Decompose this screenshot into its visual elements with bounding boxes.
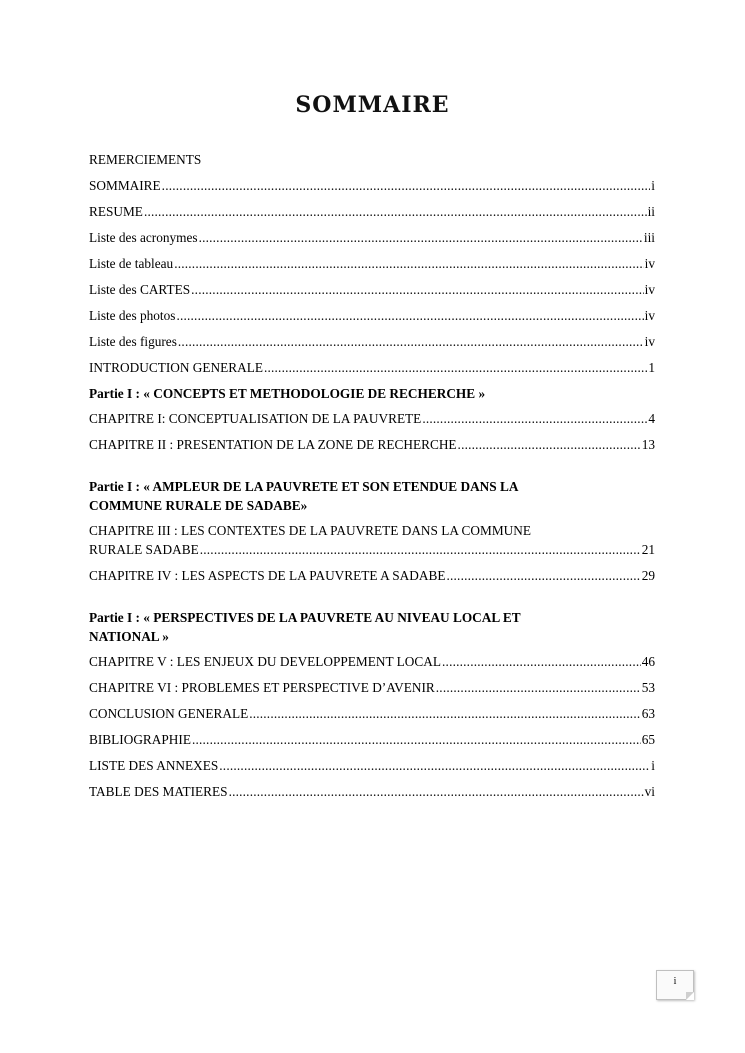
toc-entry-label: Liste des photos <box>89 308 176 323</box>
toc-entry[interactable] <box>89 652 655 672</box>
dot-leader <box>229 782 644 801</box>
page-number-box <box>656 970 694 1000</box>
toc-entry-label: LISTE DES ANNEXES <box>89 758 219 773</box>
dot-leader <box>178 332 644 351</box>
toc-entry-label: Liste des CARTES <box>89 282 191 297</box>
toc-entry-page: 53 <box>641 680 655 695</box>
toc-entry[interactable] <box>89 254 655 274</box>
toc-entry-page: vi <box>644 784 655 799</box>
toc-entry-label: INTRODUCTION GENERALE <box>89 360 263 375</box>
toc-entry-page: 46 <box>641 654 655 669</box>
toc-entry-page: 13 <box>641 437 655 452</box>
toc-entry-page: iv <box>644 308 655 323</box>
toc-entry[interactable] <box>89 332 655 352</box>
toc-entry-label: CHAPITRE IV : LES ASPECTS DE LA PAUVRETE A SADABE <box>89 568 446 583</box>
dot-leader <box>176 306 643 325</box>
toc-entry-page: 29 <box>641 568 655 583</box>
page-title: SOMMAIRE <box>295 92 450 118</box>
toc-entry-page: 21 <box>641 542 655 557</box>
toc-entry[interactable] <box>89 566 655 586</box>
toc-entry-page: iv <box>644 282 655 297</box>
toc-entry-label: CONCLUSION GENERALE <box>89 706 249 721</box>
toc-entry-label: BIBLIOGRAPHIE <box>89 732 191 747</box>
toc-entry[interactable] <box>89 409 655 429</box>
toc-entry-label: RESUME <box>89 204 143 219</box>
toc-entry-page: iv <box>644 334 655 349</box>
toc-entry[interactable] <box>89 280 655 300</box>
part-heading-line: Partie I : « PERSPECTIVES DE LA PAUVRETE AU NIVEAU LOCAL ET <box>89 610 521 625</box>
toc-entry[interactable] <box>89 228 655 248</box>
toc-entry-label: CHAPITRE V : LES ENJEUX DU DEVELOPPEMENT LOCAL <box>89 654 442 669</box>
part-heading-line: COMMUNE RURALE DE SADABE» <box>89 498 308 513</box>
toc-entry-multiline[interactable] <box>89 521 655 560</box>
toc-entry[interactable] <box>89 756 655 776</box>
table-of-contents <box>89 150 655 808</box>
dot-leader <box>458 435 641 454</box>
dot-leader <box>219 756 650 775</box>
toc-entry-page: i <box>651 758 655 773</box>
dot-leader <box>264 358 647 377</box>
toc-entry[interactable] <box>89 176 655 196</box>
dot-leader <box>200 540 641 559</box>
part-heading-line: NATIONAL » <box>89 629 169 644</box>
page-corner-fold <box>686 992 694 1000</box>
toc-entry-page: i <box>651 178 655 193</box>
toc-entry[interactable] <box>89 782 655 802</box>
toc-entry-label: CHAPITRE II : PRESENTATION DE LA ZONE DE RECHERCHE <box>89 437 457 452</box>
dot-leader <box>422 409 647 428</box>
part-heading-line: Partie I : « AMPLEUR DE LA PAUVRETE ET SON ETENDUE DANS LA <box>89 479 519 494</box>
toc-entry-label-line: CHAPITRE III : LES CONTEXTES DE LA PAUVRETE DANS LA COMMUNE <box>89 523 532 538</box>
toc-entry-page: 4 <box>648 411 655 426</box>
toc-entry-page: iv <box>644 256 655 271</box>
toc-entry[interactable] <box>89 704 655 724</box>
dot-leader <box>442 652 641 671</box>
toc-entry-page: ii <box>647 204 655 219</box>
dot-leader <box>191 280 644 299</box>
toc-entry-label: RURALE SADABE <box>89 542 199 557</box>
toc-entry-page: 63 <box>641 706 655 721</box>
toc-entry-label: SOMMAIRE <box>89 178 161 193</box>
dot-leader <box>436 678 641 697</box>
toc-entry-label: CHAPITRE I: CONCEPTUALISATION DE LA PAUVRETE <box>89 411 422 426</box>
toc-entry[interactable] <box>89 678 655 698</box>
part-heading-1[interactable]: Partie I : « CONCEPTS ET METHODOLOGIE DE RECHERCHE » <box>89 386 486 401</box>
toc-entry-page: 1 <box>648 360 655 375</box>
toc-entry[interactable] <box>89 435 655 455</box>
toc-entry-label: CHAPITRE VI : PROBLEMES ET PERSPECTIVE D’AVENIR <box>89 680 435 695</box>
dot-leader <box>192 730 641 749</box>
dot-leader <box>174 254 643 273</box>
dot-leader <box>446 566 640 585</box>
toc-entry-label: Liste des acronymes <box>89 230 198 245</box>
toc-entry[interactable] <box>89 730 655 750</box>
toc-entry-page: iii <box>643 230 655 245</box>
toc-entry-label: TABLE DES MATIERES <box>89 784 228 799</box>
dot-leader <box>249 704 641 723</box>
toc-entry[interactable] <box>89 202 655 222</box>
dot-leader <box>162 176 651 195</box>
toc-entry-label: Liste des figures <box>89 334 177 349</box>
toc-entry-remerciements[interactable]: REMERCIEMENTS <box>89 152 202 167</box>
page-number: i <box>673 976 677 987</box>
part-heading-3[interactable] <box>89 608 655 646</box>
toc-entry-label: Liste de tableau <box>89 256 174 271</box>
dot-leader <box>199 228 643 247</box>
toc-entry[interactable] <box>89 358 655 378</box>
toc-entry-page: 65 <box>641 732 655 747</box>
dot-leader <box>144 202 647 221</box>
part-heading-2[interactable] <box>89 477 655 515</box>
toc-entry[interactable] <box>89 306 655 326</box>
